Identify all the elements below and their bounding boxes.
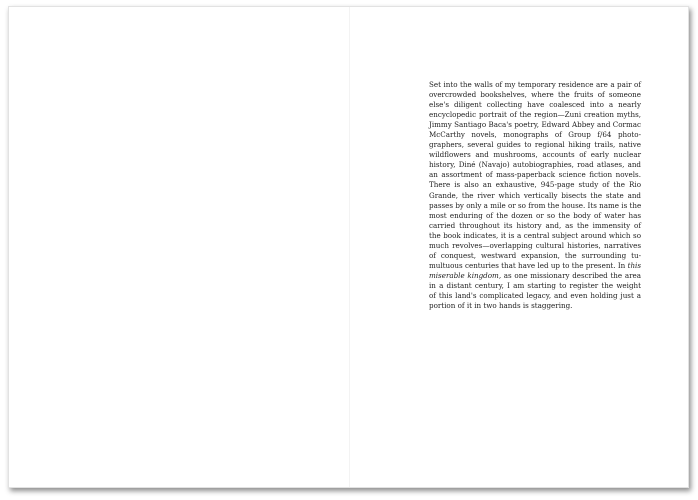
- text-line-start: multuous centuries that have led up to the present. In: [429, 260, 626, 270]
- text-line: portion of it in two hands is staggering.: [429, 301, 573, 311]
- text-line: passes by only a mile or so from the house. Its name is the: [429, 200, 642, 210]
- book-spread: [8, 6, 689, 488]
- italic-phrase: this: [627, 260, 641, 270]
- spine-gutter: [349, 7, 350, 487]
- text-line: most enduring of the dozen or so the body of water has: [429, 210, 641, 220]
- text-line: There is also an exhaustive, 945-page study of the Rio: [429, 180, 641, 190]
- text-line: an assortment of mass-paperback science fiction novels.: [429, 170, 641, 180]
- text-line-with-italic: [429, 261, 641, 271]
- text-line: Grande, the river which vertically bisects the state and: [429, 190, 641, 200]
- text-line: history, Diné (Navajo) autobiographies, road atlases, and: [429, 160, 641, 170]
- text-line: much revolves—overlapping cultural histories, narratives: [429, 240, 641, 250]
- text-line: graphers, several guides to regional hiking trails, native: [429, 140, 641, 150]
- text-line: overcrowded bookshelves, where the fruits of someone: [429, 90, 641, 100]
- text-line: encyclopedic portrait of the region—Zuni creation myths,: [429, 110, 641, 120]
- text-line: the book indicates, it is a central subject around which so: [429, 230, 641, 240]
- italic-phrase: miserable kingdom,: [429, 270, 502, 280]
- text-line-with-italic: [429, 271, 641, 281]
- text-line: of conquest, westward expansion, the surrounding tu-: [429, 250, 641, 260]
- text-line: in a distant century, I am starting to register the weight: [429, 280, 641, 290]
- text-line: carried throughout its history and, as the immensity of: [429, 220, 641, 230]
- body-paragraph: [429, 80, 641, 311]
- text-line: Jimmy Santiago Baca's poetry, Edward Abbey and Cormac: [429, 120, 641, 130]
- text-line-rest: as one missionary described the area: [501, 270, 641, 280]
- text-line: wildflowers and mushrooms, accounts of early nuclear: [429, 150, 641, 160]
- text-line: else's diligent collecting have coalesced into a nearly: [429, 100, 641, 110]
- text-line: Set into the walls of my temporary residence are a pair of: [429, 80, 641, 89]
- text-line: of this land's complicated legacy, and even holding just a: [429, 290, 641, 300]
- text-line: McCarthy novels, monographs of Group f/64 photo-: [429, 130, 641, 140]
